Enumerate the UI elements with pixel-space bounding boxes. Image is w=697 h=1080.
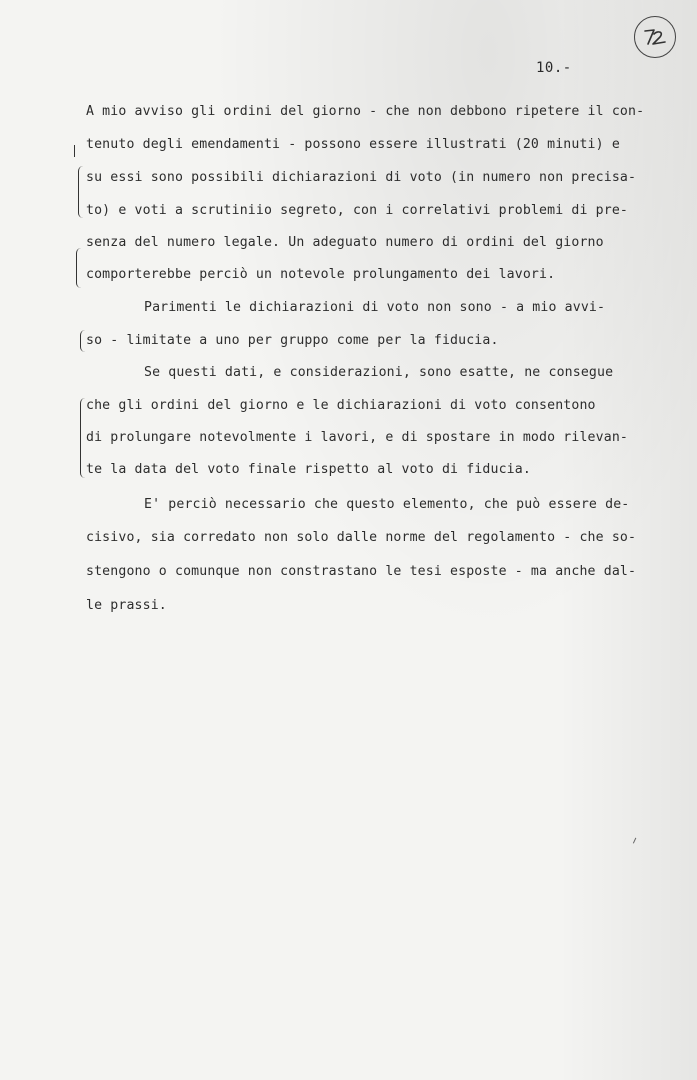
text-line: di prolungare notevolmente i lavori, e di spostare in modo rilevan- — [86, 430, 628, 445]
margin-mark — [80, 398, 85, 478]
text-line: cisivo, sia corredato non solo dalle norme del regolamento - che so- — [86, 530, 637, 545]
margin-mark — [74, 145, 75, 157]
text-line: Se questi dati, e considerazioni, sono esatte, ne consegue — [144, 365, 614, 380]
text-line: E' perciò necessario che questo elemento, che può essere de- — [144, 497, 630, 512]
text-line: su essi sono possibili dichiarazioni di voto (in numero non precisa- — [86, 170, 637, 185]
margin-mark — [80, 330, 85, 352]
handwritten-number-icon — [640, 22, 670, 52]
text-line: che gli ordini del giorno e le dichiarazioni di voto consentono — [86, 398, 596, 413]
margin-mark — [76, 248, 81, 288]
text-line: stengono o comunque non constrastano le tesi esposte - ma anche dal- — [86, 564, 637, 579]
text-line: to) e voti a scrutiniio segreto, con i correlativi problemi di pre- — [86, 203, 628, 218]
margin-mark — [78, 166, 83, 218]
text-line: A mio avviso gli ordini del giorno - che non debbono ripetere il con- — [86, 104, 645, 119]
text-line: Parimenti le dichiarazioni di voto non sono - a mio avvi- — [144, 300, 606, 315]
text-line: so - limitate a uno per gruppo come per la fiducia. — [86, 333, 499, 348]
text-line: le prassi. — [86, 598, 167, 613]
page-number: 10.- — [536, 60, 572, 76]
page-stamp — [634, 16, 676, 58]
scan-speck — [633, 838, 638, 845]
text-line: tenuto degli emendamenti - possono essere illustrati (20 minuti) e — [86, 137, 620, 152]
text-line: te la data del voto finale rispetto al voto di fiducia. — [86, 462, 531, 477]
text-line: senza del numero legale. Un adeguato numero di ordini del giorno — [86, 235, 604, 250]
text-line: comporterebbe perciò un notevole prolungamento dei lavori. — [86, 267, 556, 282]
